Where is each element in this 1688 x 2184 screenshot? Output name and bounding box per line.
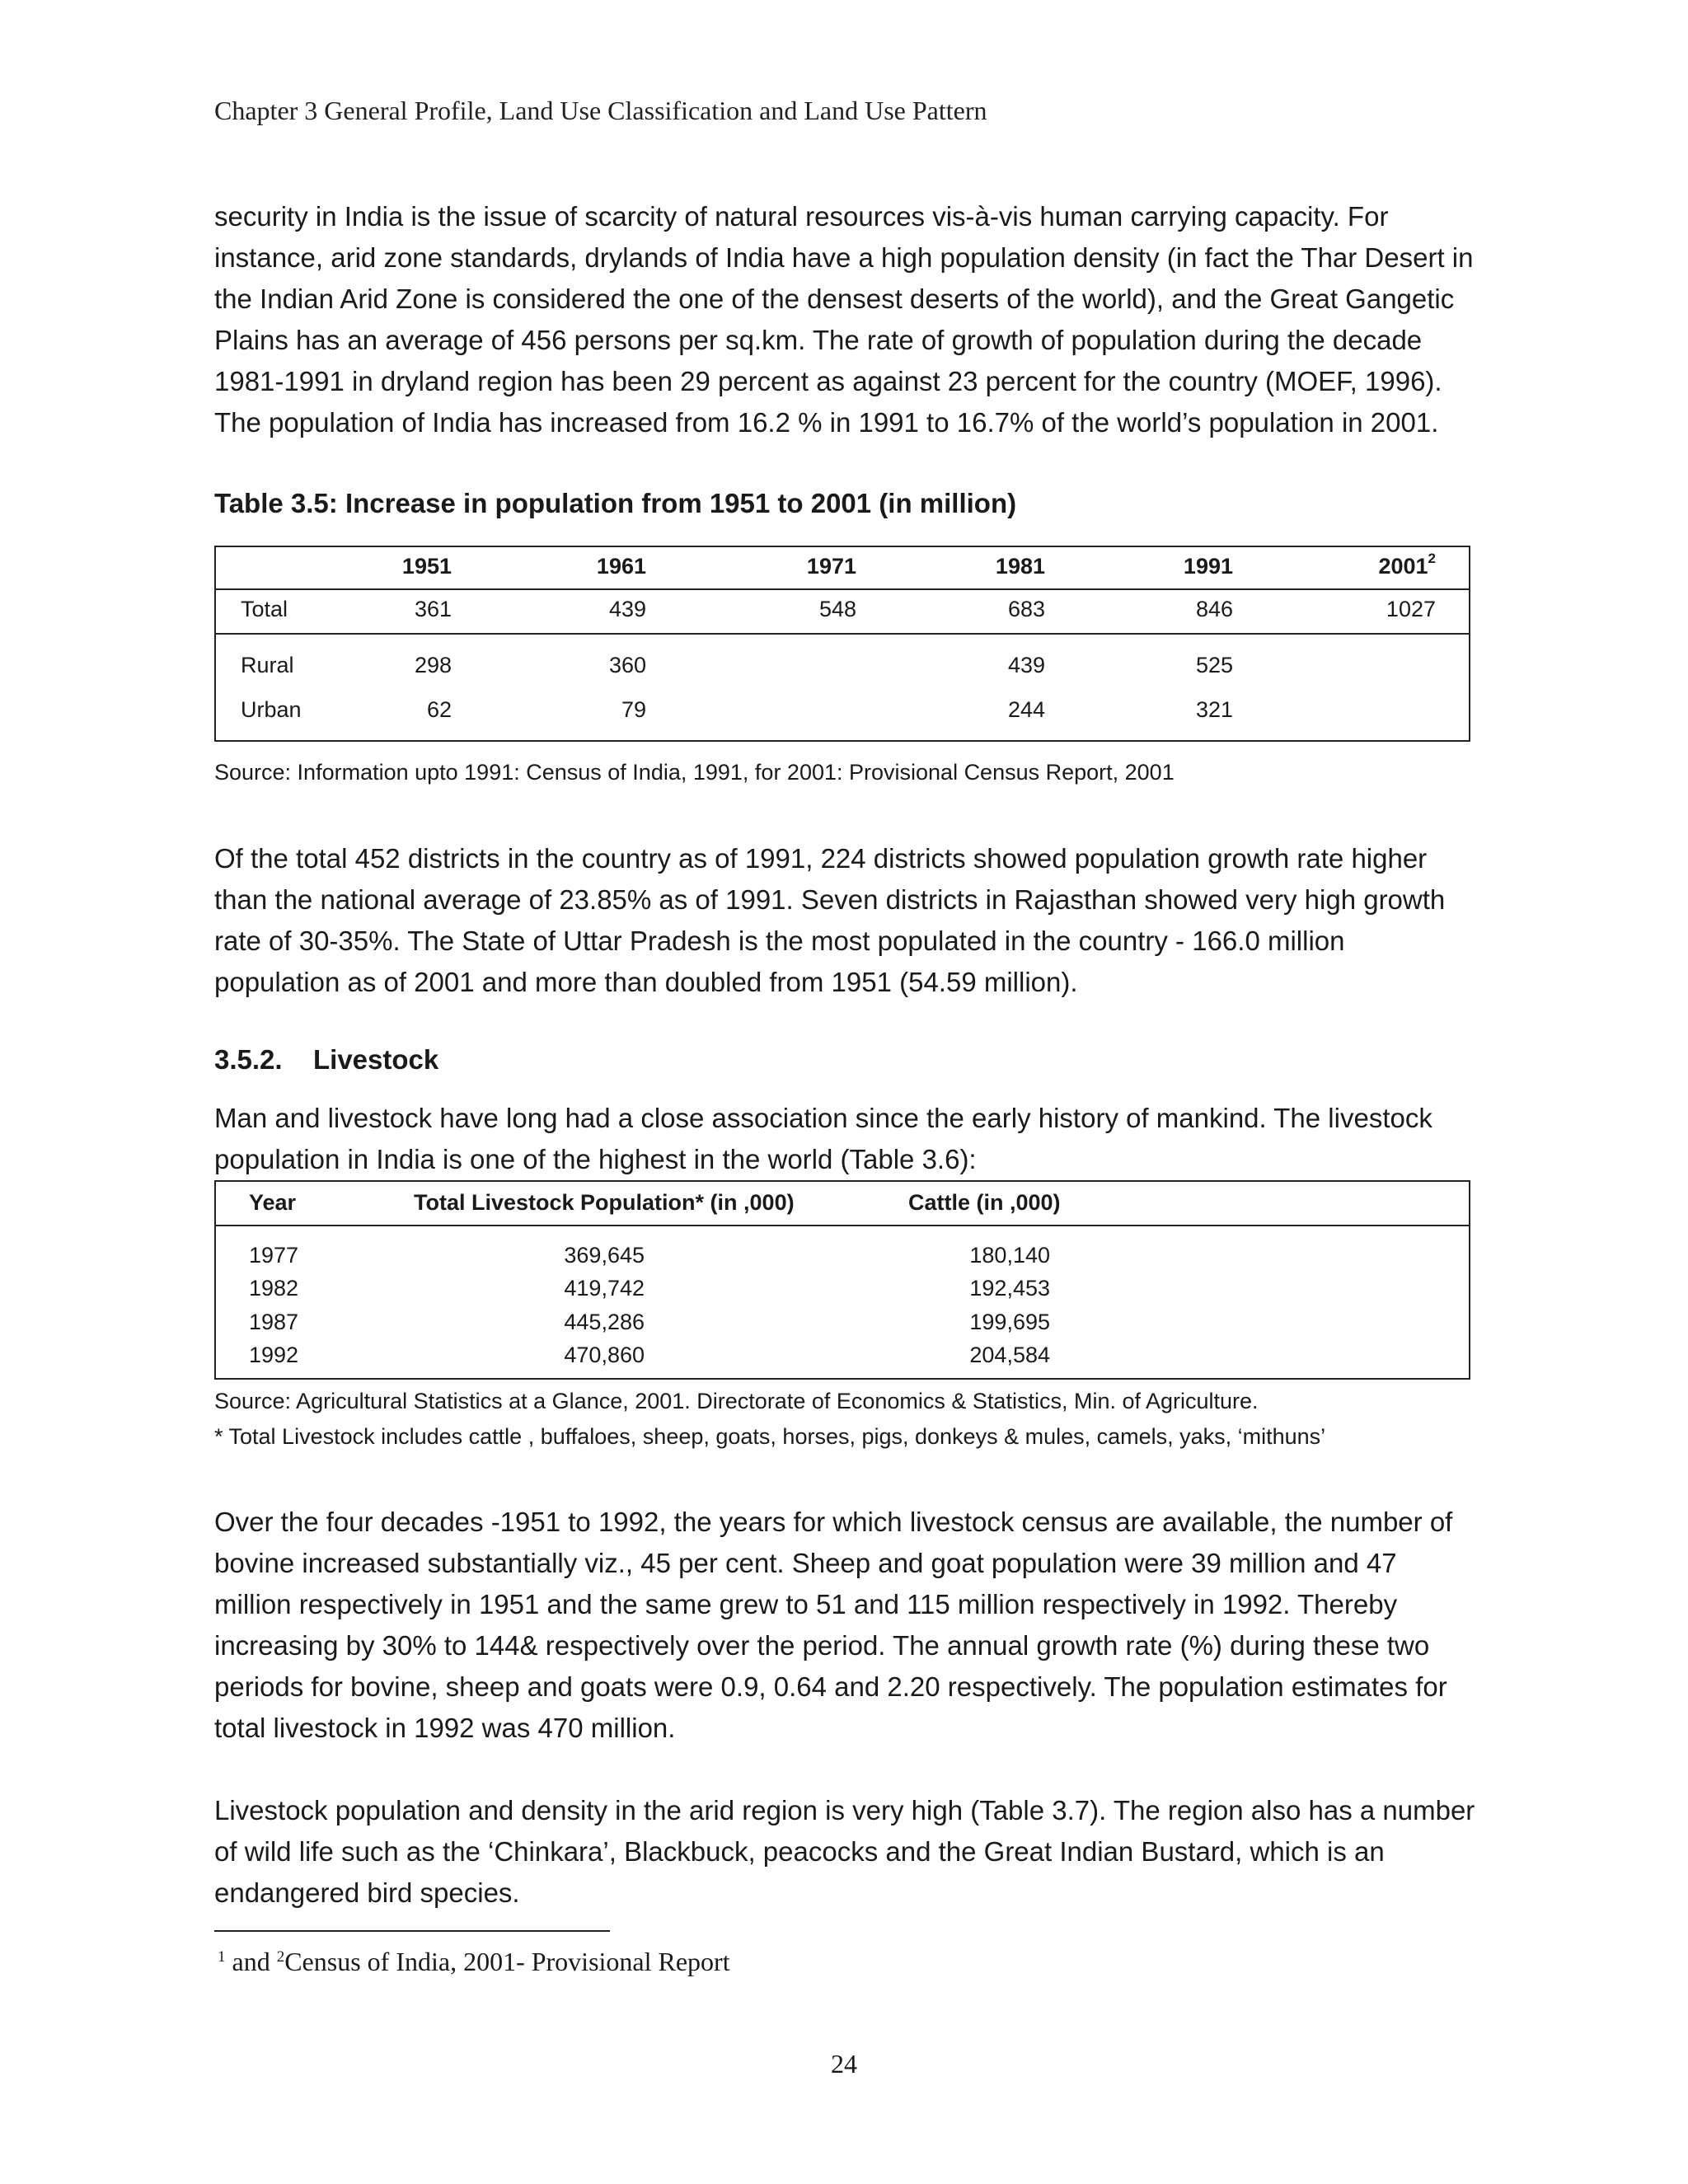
table-3-6-source: Source: Agricultural Statistics at a Glance, 2001. Directorate of Economics & Statistics, Min. of Agriculture. (214, 1389, 1259, 1413)
table-header-row (216, 551, 1469, 583)
header-cell-2001 (1378, 551, 1436, 579)
table-cell: 419,742 (564, 1276, 645, 1301)
header-cell: 1951 (401, 554, 452, 579)
table-cell: 79 (621, 697, 646, 722)
table-3-5 (214, 546, 1470, 742)
table-cell: 192,453 (969, 1276, 1050, 1301)
table-row (216, 653, 1469, 682)
table-row (216, 1243, 1469, 1272)
header-cell: 1981 (995, 554, 1045, 579)
header-cell: 1991 (1183, 554, 1233, 579)
footnote (218, 1947, 730, 1977)
table-cell: 199,695 (969, 1310, 1050, 1334)
footnote-rule (214, 1930, 610, 1932)
header-cell: Total Livestock Population* (in ,000) (414, 1190, 795, 1215)
table-3-5-source: Source: Information upto 1991: Census of India, 1991, for 2001: Provisional Census Report, 2001 (214, 760, 1175, 785)
table-cell: 548 (818, 597, 856, 621)
table-cell: 1027 (1386, 597, 1436, 621)
paragraph-livestock-growth: Over the four decades -1951 to 1992, the years for which livestock census are available, the number of bovine increased substantially viz., 45 per cent. Sheep and goat population were 39 million and 47 million respectively in 1951 and the same grew to 51 and 115 million respectively in 1992. Thereby increasing by 30% to 144& respectively over the period. The annual growth rate (%) during these two periods for bovine, sheep and goats were 0.9, 0.64 and 2.20 respectively. The population estimates for total livestock in 1992 was 470 million. (214, 1507, 1453, 1743)
row-label: Rural (241, 653, 294, 677)
table-cell: 1987 (249, 1310, 299, 1334)
table-cell: 683 (1007, 597, 1045, 621)
paragraph-arid-wildlife: Livestock population and density in the arid region is very high (Table 3.7). The region also has a number of wild life such as the ‘Chinkara’, Blackbuck, peacocks and the Great Indian Bustard, which is an endangered bird species. (214, 1795, 1475, 1908)
header-2001-label: 2001 (1378, 554, 1428, 579)
paragraph-population-density: security in India is the issue of scarcity of natural resources vis-à-vis human carrying capacity. For instance, arid zone standards, drylands of India have a high population density (in fact the Thar Desert in the Indian Arid Zone is considered the one of the densest deserts of the world), and the Great Gangetic Plains has an average of 456 persons per sq.km. The rate of growth of population during the decade 1981-1991 in dryland region has been 29 percent as against 23 percent for the country (MOEF, 1996). The population of India has increased from 16.2 % in 1991 to 16.7% of the world’s population in 2001. (214, 201, 1474, 438)
table-3-6-note: * Total Livestock includes cattle , buffaloes, sheep, goats, horses, pigs, donkeys & mules, camels, yaks, ‘mithuns’ (214, 1424, 1326, 1449)
footnote-and: and (225, 1947, 277, 1976)
table-divider (216, 633, 1469, 635)
header-cell: 1961 (596, 554, 646, 579)
table-cell: 1977 (249, 1243, 299, 1268)
header-cell: 1971 (806, 554, 856, 579)
footnote-marker-1: 1 (218, 1948, 226, 1966)
table-cell: 439 (1007, 653, 1045, 677)
table-row (216, 1343, 1469, 1372)
row-label: Urban (241, 697, 302, 722)
table-cell: 1992 (249, 1343, 299, 1367)
section-number: 3.5.2. (214, 1044, 283, 1075)
table-cell: 445,286 (564, 1310, 645, 1334)
table-cell: 361 (414, 597, 452, 621)
table-cell: 1982 (249, 1276, 299, 1301)
table-divider (216, 1225, 1469, 1226)
table-cell: 298 (414, 653, 452, 677)
table-3-5-title: Table 3.5: Increase in population from 1951 to 2001 (in million) (214, 488, 1017, 518)
section-heading-livestock (214, 1044, 438, 1076)
table-cell: 360 (608, 653, 646, 677)
table-cell: 470,860 (564, 1343, 645, 1367)
table-row (216, 597, 1469, 626)
table-header-row (216, 1190, 1469, 1220)
running-head: Chapter 3 General Profile, Land Use Classification and Land Use Pattern (214, 96, 987, 125)
footnote-text: Census of India, 2001- Provisional Report (284, 1947, 730, 1976)
section-title: Livestock (313, 1044, 439, 1075)
table-divider (216, 588, 1469, 590)
table-cell: 321 (1195, 697, 1233, 722)
footnote-marker: 2 (1428, 551, 1436, 566)
table-cell: 180,140 (969, 1243, 1050, 1268)
paragraph-livestock-intro: Man and livestock have long had a close association since the early history of mankind. The livestock population in India is one of the highest in the world (Table 3.6): (214, 1103, 1432, 1174)
table-cell: 369,645 (564, 1243, 645, 1268)
table-3-6 (214, 1180, 1470, 1380)
page-number: 24 (831, 2049, 857, 2079)
paragraph-district-growth: Of the total 452 districts in the country as of 1991, 224 districts showed population growth rate higher than the national average of 23.85% as of 1991. Seven districts in Rajasthan showed very high growth rate of 30-35%. The State of Uttar Pradesh is the most populated in the country - 166.0 million population as of 2001 and more than doubled from 1951 (54.59 million). (214, 843, 1446, 997)
table-cell: 244 (1007, 697, 1045, 722)
table-row (216, 697, 1469, 727)
footnote-marker-2: 2 (276, 1948, 285, 1966)
table-cell: 525 (1195, 653, 1233, 677)
table-row (216, 1276, 1469, 1305)
table-cell: 846 (1195, 597, 1233, 621)
table-cell: 204,584 (969, 1343, 1050, 1367)
table-row (216, 1310, 1469, 1339)
row-label: Total (241, 597, 288, 621)
header-cell: Year (249, 1190, 297, 1215)
table-cell: 62 (426, 697, 452, 722)
header-cell: Cattle (in ,000) (908, 1190, 1061, 1215)
table-cell: 439 (608, 597, 646, 621)
